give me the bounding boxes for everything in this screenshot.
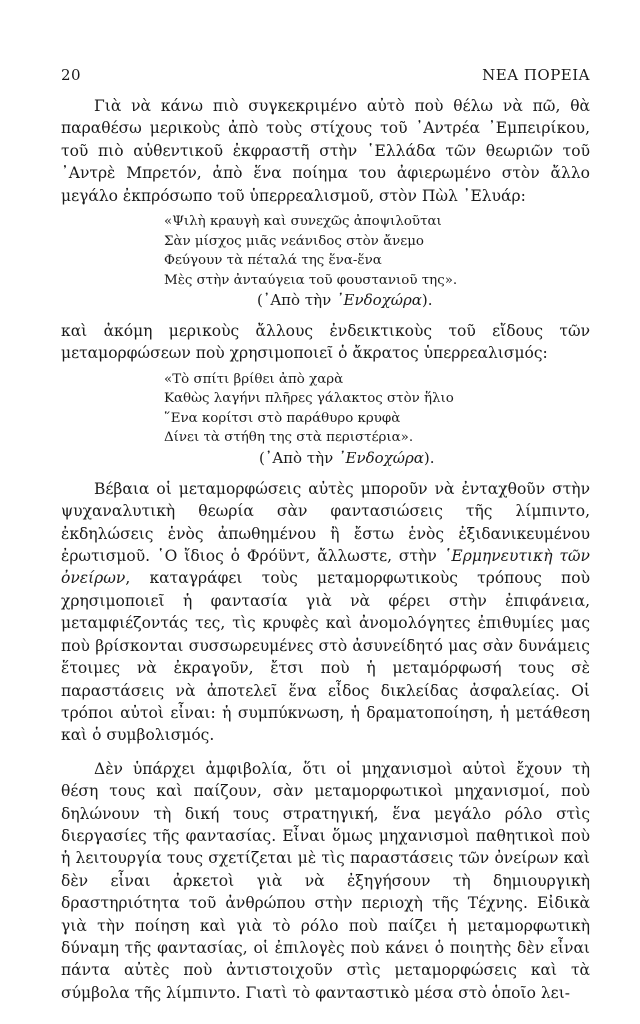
source-prefix: (᾿Απὸ τὴν bbox=[259, 448, 339, 467]
source-title: ᾿Ενδοχώρα bbox=[336, 291, 422, 310]
paragraph-mechanisms: Δὲν ὑπάρχει ἀμφιβολία, ὅτι οἱ μηχανισμοὶ αὐτοὶ ἔχουν τὴ θέση τους καὶ παίζουν, σὰν μεταμορφωτικοὶ μηχανισμοί, ποὺ δηλώνουν τὴ δική τους στρατηγική, ἕνα μεγάλο ρόλο στὶς διεργασίες τῆς φαντασίας. Εἶναι ὅμως μηχανισμοὶ παθητικοὶ ποὺ ἡ λειτουργία τους σχετίζεται μὲ τὶς παραστάσεις τῶν ὀνείρων καὶ δὲν εἶναι ἀρκετοὶ γιὰ νὰ ἐξηγήσουν τὴ δημιουργικὴ δραστηριότητα τοῦ ἀνθρώπου στὴν περιοχὴ τῆς Τέχνης. Εἰδικὰ γιὰ τὴν ποίηση καὶ γιὰ τὸ ρόλο ποὺ παίζει ἡ μεταμορφωτικὴ δύναμη τῆς φαντασίας, οἱ ἐπιλογὲς ποὺ κάνει ὁ ποιητὴς δὲν εἶναι πάντα αὐτὲς ποὺ ἀντιστοιχοῦν στὶς μεταμορφώσεις καὶ τὰ σύμβολα τῆς λίμπιντο. Γιατὶ τὸ φανταστικὸ μέσα στὸ ὁποῖο λει- bbox=[61, 759, 590, 1002]
source-title: ᾿Ενδοχώρα bbox=[338, 448, 424, 467]
poem-line: «Τὸ σπίτι βρίθει ἀπὸ χαρὰ bbox=[164, 371, 344, 387]
paragraph-intro: Γιὰ νὰ κάνω πιὸ συγκεκριμένο αὐτὸ ποὺ θέλω νὰ πῶ, θὰ παραθέσω μερικοὺς ἀπὸ τοὺς στίχους τοῦ ᾿Αντρέα ᾿Εμπειρίκου, τοῦ πιὸ αὐθεντικοῦ ἐκφραστῆ στὴν ῾Ελλάδα τῶν θεωριῶν τοῦ ᾿Αντρὲ Μπρετόν, ἀπὸ ἕνα ποίημα του ἀφιερωμένο στὸν ἄλλο μεγάλο ἐκπρόσωπο τοῦ ὑπερρεαλισμοῦ, στὸν Πὼλ ᾿Ελυάρ: bbox=[61, 97, 590, 205]
journal-title: ΝΕΑ ΠΟΡΕΙΑ bbox=[482, 66, 590, 84]
article-body bbox=[61, 95, 590, 1004]
poem-line: Καθὼς λαγήνι πλῆρες γάλακτος στὸν ἥλιο bbox=[164, 391, 454, 407]
source-prefix: (᾿Απὸ τὴν bbox=[257, 291, 337, 310]
paragraph-text: Βέβαια οἱ μεταμορφώσεις αὐτὲς μποροῦν νὰ ἐνταχθοῦν στὴν ψυχαναλυτικὴ θεωρία σὰν φαντασιώσεις τῆς λίμπιντο, ἐκδηλώσεις ἑνὸς ἀπωθημένου ἢ ἔστω ἑνὸς ἐξιδανικευμένου ἐρωτισμοῦ. ῾Ο ἴδιος ὁ Φρόϋντ, ἄλλωστε, στὴν bbox=[61, 479, 590, 566]
poem-line: Φεύγουν τὰ πέταλά της ἕνα-ἕνα bbox=[164, 253, 382, 269]
paragraph-text: , καταγράφει τοὺς μεταμορφωτικοὺς τρόπους ποὺ χρησιμοποιεῖ ἡ φαντασία γιὰ νὰ φέρει στὴν ἐπιφάνεια, μεταμφιέζοντάς τες, τὶς κρυφὲς καὶ ἀνομολόγητες ἐπιθυμίες μας ποὺ βρίσκονται συσσωρευμένες στὸ ἀσυνείδητό μας σὰν δυνάμεις ἕτοιμες νὰ ἐκραγοῦν, ἔτσι ποὺ ἡ μεταμόρφωσή τους σὲ παραστάσεις νὰ ἀποτελεῖ ἕνα εἶδος δικλείδας ἀσφαλείας. Οἱ τρόποι αὐτοὶ εἶναι: ἡ συμπύκνωση, ἡ δραματοποίηση, ἡ μετάθεση καὶ ὁ συμβολισμός. bbox=[61, 569, 590, 745]
paragraph-transition: καὶ ἀκόμη μερικοὺς ἄλλους ἐνδεικτικοὺς τοῦ εἴδους τῶν μεταμορφώσεων ποὺ χρησιμοποιεῖ ὁ ἄκρατος ὑπερρεαλισμός: bbox=[61, 322, 590, 363]
book-title: ῾Ερμηνευτικὴ τῶν ὀνείρων bbox=[61, 547, 590, 588]
poem-line: «Ψιλὴ κραυγὴ καὶ συνεχῶς ἀποψιλοῦται bbox=[164, 214, 442, 230]
source-suffix: ). bbox=[423, 448, 435, 467]
poem-quote-2 bbox=[164, 370, 454, 469]
poem-source bbox=[257, 290, 454, 311]
poem-line: Σὰν μίσχος μιᾶς νεάνιδος στὸν ἄνεμο bbox=[164, 233, 424, 249]
page-header bbox=[61, 66, 590, 84]
poem-line: ῞Ενα κορίτσι στὸ παράθυρο κρυφὰ bbox=[164, 410, 401, 426]
poem-line: Μὲς στὴν ἀνταύγεια τοῦ φουστανιοῦ της». bbox=[164, 272, 458, 288]
page-number: 20 bbox=[61, 66, 82, 84]
poem-quote-1 bbox=[164, 212, 458, 311]
poem-line: Δίνει τὰ στήθη της στὰ περιστέρια». bbox=[164, 430, 414, 446]
paragraph-freud bbox=[61, 478, 590, 747]
source-suffix: ). bbox=[421, 291, 433, 310]
paragraph-gap bbox=[61, 747, 590, 758]
poem-source bbox=[259, 448, 454, 469]
